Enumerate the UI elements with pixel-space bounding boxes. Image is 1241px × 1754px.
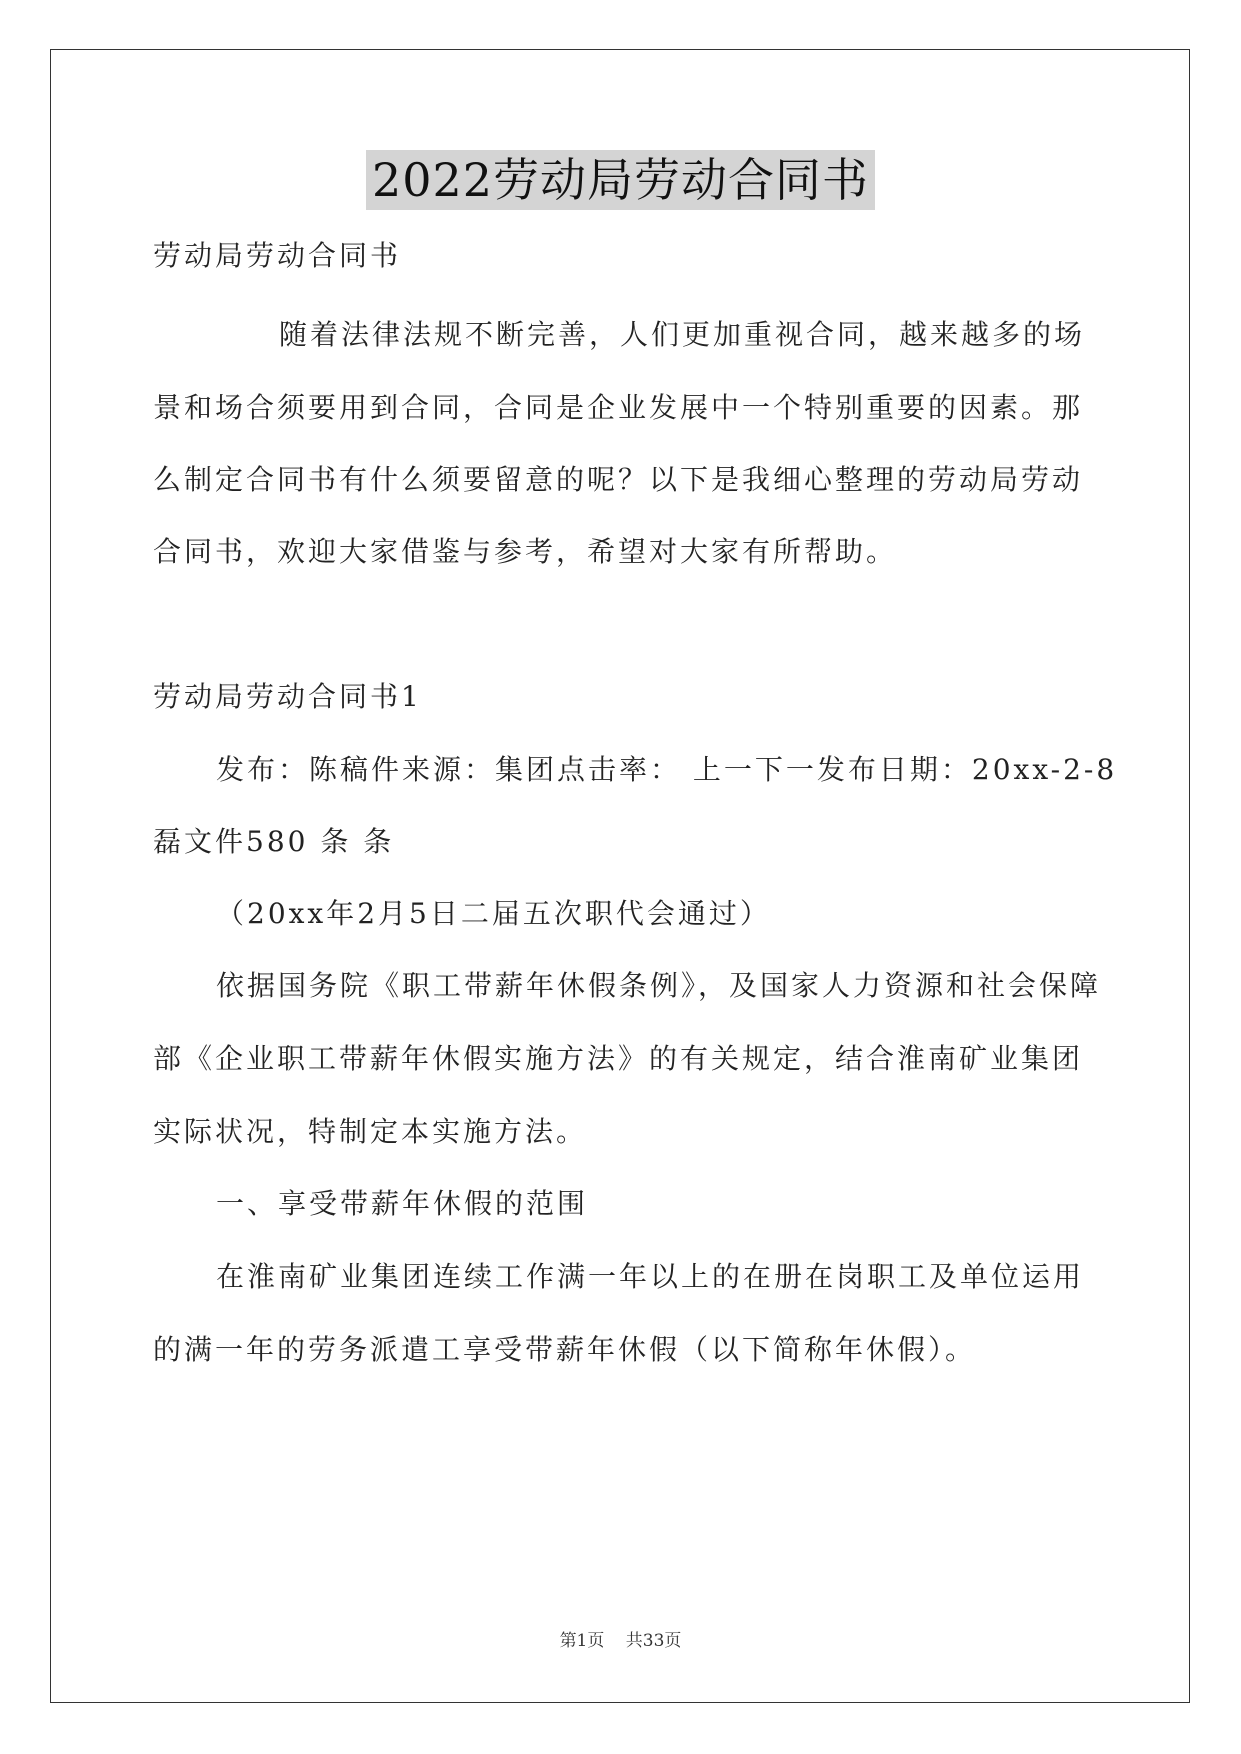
heading-1: 一、享受带薪年休假的范围	[216, 1187, 589, 1220]
subtitle: 劳动局劳动合同书	[153, 239, 402, 272]
section-title: 劳动局劳动合同书1	[153, 680, 422, 713]
intro-line-3: 么制定合同书有什么须要留意的呢？以下是我细心整理的劳动局劳动	[153, 463, 1084, 496]
intro-line-1: 随着法律法规不断完善，人们更加重视合同，越来越多的场	[279, 318, 1086, 351]
basis-line-1: 依据国务院《职工带薪年休假条例》，及国家人力资源和社会保障	[216, 969, 1102, 1002]
page-border	[50, 49, 1190, 1703]
document-title: 2022劳动局劳动合同书	[366, 150, 875, 210]
page-footer	[0, 1626, 1241, 1651]
scope-line-2: 的满一年的劳务派遣工享受带薪年休假（以下简称年休假）。	[153, 1333, 977, 1366]
page-number: 第1页	[559, 1631, 605, 1651]
basis-line-2: 部《企业职工带薪年休假实施方法》的有关规定，结合淮南矿业集团	[153, 1042, 1084, 1075]
page-total: 共33页	[625, 1631, 682, 1651]
passed-note: （20xx年2月5日二届五次职代会通过）	[216, 897, 771, 930]
doc-number: 磊文件580 条 条	[153, 825, 395, 858]
intro-line-4: 合同书，欢迎大家借鉴与参考，希望对大家有所帮助。	[153, 535, 898, 568]
intro-line-2: 景和场合须要用到合同，合同是企业发展中一个特别重要的因素。那	[153, 391, 1084, 424]
basis-line-3: 实际状况，特制定本实施方法。	[153, 1115, 588, 1148]
publish-line: 发布：陈稿件来源：集团点击率： 上一下一发布日期：20xx-2-8	[216, 753, 1118, 786]
scope-line-1: 在淮南矿业集团连续工作满一年以上的在册在岗职工及单位运用	[216, 1260, 1085, 1293]
title-wrap	[0, 150, 1241, 210]
